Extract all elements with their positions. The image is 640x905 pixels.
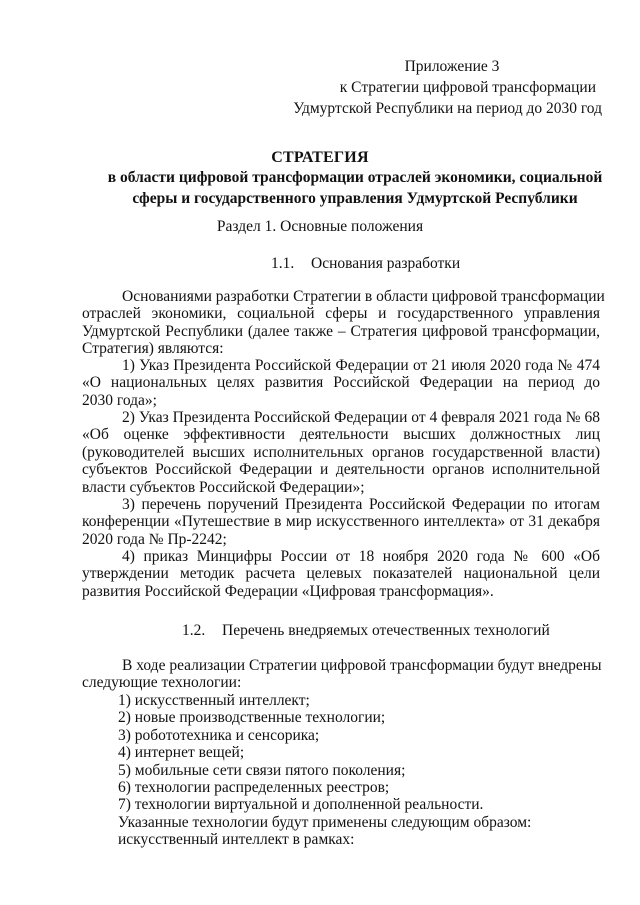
list-item: 5) мобильные сети связи пятого поколения; [118, 761, 406, 779]
intro-line-2: отраслей экономики, социальной сферы и государственного управления [82, 305, 600, 323]
basis-item-2 [82, 409, 600, 496]
list-item: 7) технологии виртуальной и дополненной реальности. [118, 796, 484, 814]
subsection-1-1-heading [271, 253, 460, 274]
document-subtitle [105, 167, 605, 209]
basis-item-4-line-1: 4) приказ Минцифры России от 18 ноября 2020 года № 600 «Об [122, 548, 600, 565]
subsection-1-2-heading [182, 620, 550, 641]
basis-item-2-line-3: (руководителей высших исполнительных органов государственной власти) [82, 443, 600, 461]
basis-item-3-line-1: 3) перечень поручений Президента Российской Федерации по итогам [122, 496, 600, 513]
document-title: СТРАТЕГИЯ [271, 149, 369, 166]
basis-item-1-line-3: 2030 года»; [82, 391, 157, 409]
basis-item-3-line-2: конференции «Путешествие в мир искусственного интеллекта» от 31 декабря [82, 513, 600, 531]
annex-header [242, 56, 602, 119]
basis-item-2-line-1: 2) Указ Президента Российской Федерации от 4 февраля 2021 года № 68 [122, 409, 600, 426]
basis-item-4-line-2: утверждении методик расчета целевых показателей национальной цели [82, 565, 600, 583]
list-item: 6) технологии распределенных реестров; [118, 779, 390, 797]
basis-item-1-line-2: «О национальных целях развития Российской Федерации на период до [82, 374, 600, 392]
basis-item-4-line-3: развития Российской Федерации «Цифровая трансформация». [82, 582, 494, 600]
subsection-1-2-number: 1.2. [182, 622, 206, 639]
list-item: 3) робототехника и сенсорика; [118, 726, 320, 744]
basis-item-3 [82, 496, 600, 548]
basis-item-2-line-5: власти субъектов Российской Федерации»; [82, 478, 365, 496]
application-note: Указанные технологии будут применены следующим образом: [118, 813, 532, 831]
technologies-intro-line-1: В ходе реализации Стратегии цифровой трансформации будут внедрены [122, 657, 602, 674]
basis-item-3-line-3: 2020 года № Пр-2242; [82, 530, 227, 548]
intro-line-4: Стратегия) являются: [82, 340, 224, 358]
basis-item-2-line-4: субъектов Российской Федерации и деятельности органов исполнительной [82, 461, 600, 479]
intro-line-1: Основаниями разработки Стратегии в области цифровой трансформации [122, 288, 605, 305]
intro-paragraph [82, 288, 605, 358]
subsection-1-1-title: Основания разработки [311, 255, 461, 272]
section-1-heading: Раздел 1. Основные положения [216, 218, 424, 235]
annex-reference: к Стратегии цифровой трансформации [339, 79, 596, 96]
annex-number: Приложение 3 [404, 58, 500, 75]
annex-reference-cont: Удмуртской Республики на период до 2030 год [293, 100, 602, 117]
ai-application-line: искусственный интеллект в рамках: [118, 831, 355, 849]
basis-item-4 [82, 548, 600, 600]
subsection-1-1-number: 1.1. [271, 255, 295, 272]
technologies-list [118, 692, 598, 849]
technologies-intro [82, 657, 600, 692]
technologies-intro-line-2: следующие технологии: [82, 674, 242, 692]
intro-line-3: Удмуртской Республики (далее также – Стратегия цифровой трансформации, [82, 322, 600, 340]
subtitle-line-1: в области цифровой трансформации отраслей экономики, социальной [107, 169, 603, 186]
list-item: 2) новые производственные технологии; [118, 709, 386, 727]
basis-item-1-line-1: 1) Указ Президента Российской Федерации от 21 июля 2020 года № 474 [122, 357, 600, 374]
list-item: 1) искусственный интеллект; [118, 692, 310, 709]
basis-item-1 [82, 357, 600, 409]
list-item: 4) интернет вещей; [118, 744, 245, 762]
basis-item-2-line-2: «Об оценке эффективности деятельности высших должностных лиц [82, 426, 600, 444]
subsection-1-2-title: Перечень внедряемых отечественных технологий [222, 622, 550, 639]
subtitle-line-2: сферы и государственного управления Удмуртской Республики [132, 190, 578, 207]
